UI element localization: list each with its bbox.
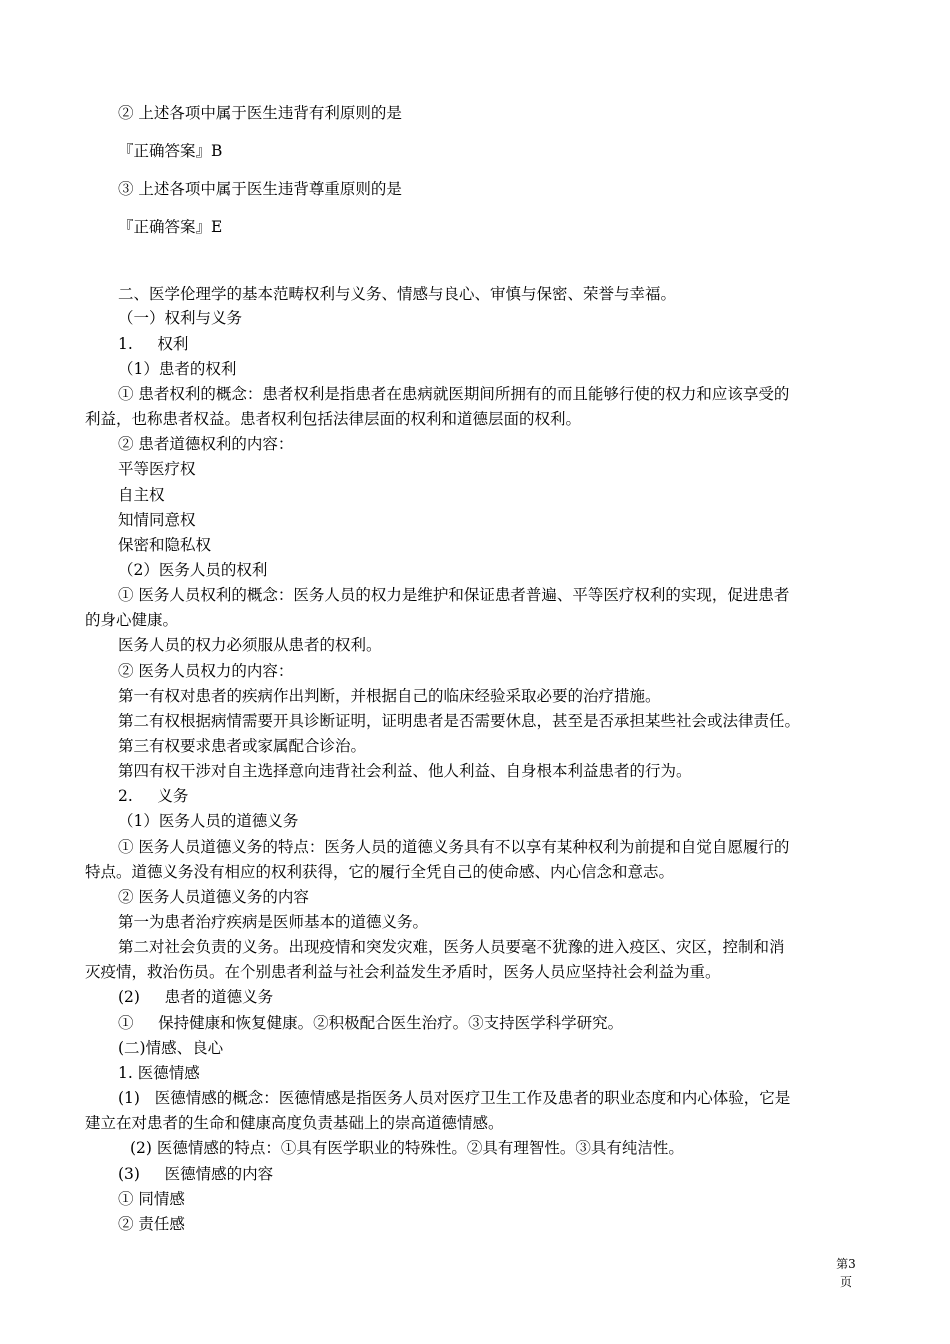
- subsection-heading: (3) 医德情感的内容: [118, 1165, 274, 1183]
- text-line: 第二对社会负责的义务。出现疫情和突发灾难，医务人员要毫不犹豫的进入疫区、灾区，控制和消: [118, 938, 785, 956]
- list-item: ② 责任感: [118, 1215, 185, 1233]
- text-line: 医务人员的权力必须服从患者的权利。: [118, 636, 382, 654]
- text-line: ② 医务人员权力的内容：: [118, 662, 294, 680]
- text-line: (1) 医德情感的概念：医德情感是指医务人员对医疗卫生工作及患者的职业态度和内心体验，它是: [118, 1089, 791, 1107]
- subsection-heading: （一）权利与义务: [118, 309, 243, 327]
- text-line: ② 上述各项中属于医生违背有利原则的是: [118, 104, 402, 122]
- list-item: 平等医疗权: [118, 460, 196, 478]
- section-heading: 二、医学伦理学的基本范畴权利与义务、情感与良心、审慎与保密、荣誉与幸福。: [118, 285, 677, 303]
- subsection-heading: (2) 患者的道德义务: [118, 988, 274, 1006]
- text-line: (2) 医德情感的特点：①具有医学职业的特殊性。②具有理智性。③具有纯洁性。: [130, 1139, 684, 1157]
- text-line: 特点。道德义务没有相应的权利获得，它的履行全凭自己的使命感、内心信念和意志。: [85, 863, 675, 881]
- text-line: 利益，也称患者权益。患者权利包括法律层面的权利和道德层面的权利。: [85, 410, 582, 428]
- subsection-heading: （2）医务人员的权利: [118, 561, 268, 579]
- text-line: ① 医务人员权利的概念：医务人员的权力是维护和保证患者普遍、平等医疗权利的实现，促进患者: [118, 586, 790, 604]
- text-line: 第二有权根据病情需要开具诊断证明，证明患者是否需要休息，甚至是否承担某些社会或法律责任。: [118, 712, 801, 730]
- text-line: ③ 上述各项中属于医生违背尊重原则的是: [118, 180, 402, 198]
- text-line: ① 保持健康和恢复健康。②积极配合医生治疗。③支持医学科学研究。: [118, 1014, 624, 1032]
- text-line: ① 医务人员道德义务的特点：医务人员的道德义务具有不以享有某种权利为前提和自觉自愿履行的: [118, 838, 790, 856]
- subsection-heading: （1）医务人员的道德义务: [118, 812, 299, 830]
- list-item: 保密和隐私权: [118, 536, 212, 554]
- text-line: 建立在对患者的生命和健康高度负责基础上的崇高道德情感。: [85, 1114, 504, 1132]
- subsection-heading: 2. 义务: [118, 787, 189, 805]
- subsection-heading: （1）患者的权利: [118, 360, 237, 378]
- subsection-heading: 1. 医德情感: [118, 1064, 200, 1082]
- text-line: ② 患者道德权利的内容：: [118, 435, 294, 453]
- text-line: 灭疫情，救治伤员。在个别患者利益与社会利益发生矛盾时，医务人员应坚持社会利益为重。: [85, 963, 721, 981]
- text-line: ① 患者权利的概念：患者权利是指患者在患病就医期间所拥有的而且能够行使的权力和应该享受的: [118, 385, 790, 403]
- text-line: 『正确答案』E: [118, 218, 223, 236]
- text-line: 第一有权对患者的疾病作出判断，并根据自己的临床经验采取必要的治疗措施。: [118, 687, 661, 705]
- page-number-unit: 页: [839, 1275, 852, 1289]
- list-item: ① 同情感: [118, 1190, 185, 1208]
- text-line: 第四有权干涉对自主选择意向违背社会利益、他人利益、自身根本利益患者的行为。: [118, 762, 692, 780]
- subsection-heading: (二)情感、良心: [118, 1039, 224, 1057]
- page-number: [834, 1255, 858, 1291]
- text-line: 第一为患者治疗疾病是医师基本的道德义务。: [118, 913, 429, 931]
- text-line: 的身心健康。: [85, 611, 179, 629]
- text-line: 『正确答案』B: [118, 142, 223, 160]
- text-line: 第三有权要求患者或家属配合诊治。: [118, 737, 367, 755]
- subsection-heading: 1. 权利: [118, 335, 189, 353]
- list-item: 知情同意权: [118, 511, 196, 529]
- list-item: 自主权: [118, 486, 165, 504]
- text-line: ② 医务人员道德义务的内容: [118, 888, 309, 906]
- page-number-label: 第3: [836, 1257, 856, 1271]
